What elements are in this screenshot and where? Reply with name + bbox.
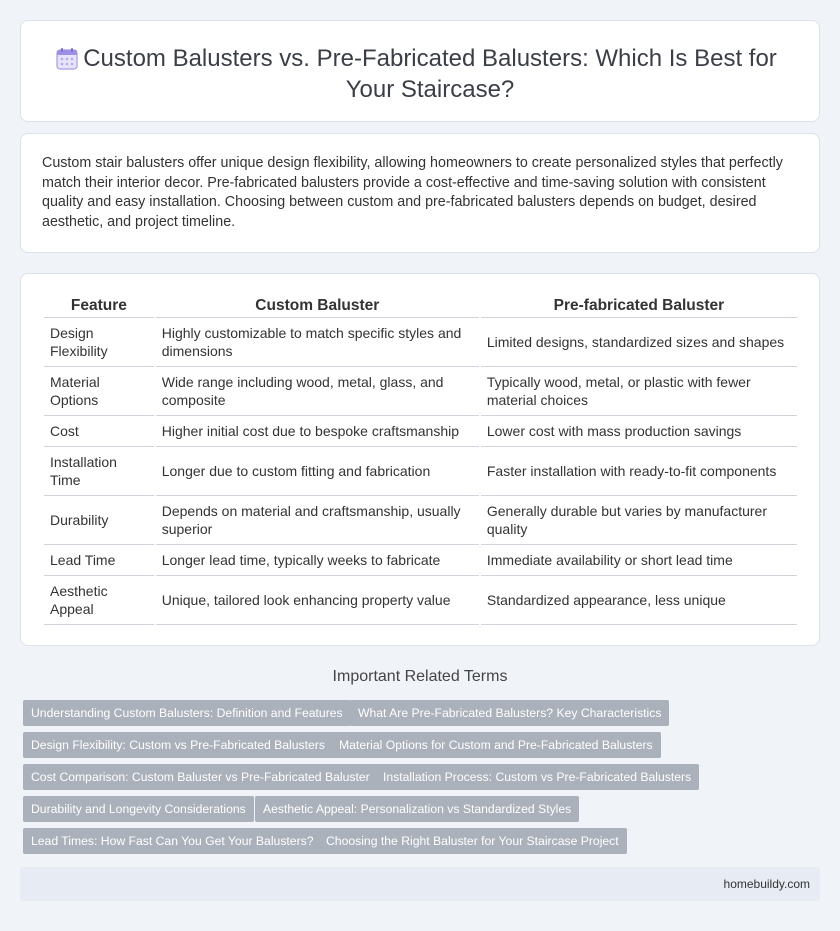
intro-card [20, 133, 820, 253]
table-row [44, 545, 797, 576]
prefab-cell: Typically wood, metal, or plastic with fewer material choices [481, 367, 797, 416]
related-tag[interactable]: Understanding Custom Balusters: Definition and Features [23, 700, 351, 726]
table-row [44, 447, 797, 496]
feature-cell: Durability [44, 496, 154, 545]
related-tag[interactable]: Durability and Longevity Considerations [23, 796, 254, 822]
related-tag[interactable]: Design Flexibility: Custom vs Pre-Fabricated Balusters [23, 732, 333, 758]
related-tag[interactable]: Lead Times: How Fast Can You Get Your Balusters? [23, 828, 322, 854]
feature-cell: Design Flexibility [44, 318, 154, 367]
prefab-cell: Limited designs, standardized sizes and shapes [481, 318, 797, 367]
custom-cell: Highly customizable to match specific styles and dimensions [156, 318, 479, 367]
footer-site-link[interactable]: homebuildy.com [723, 877, 810, 891]
feature-cell: Installation Time [44, 447, 154, 496]
table-row [44, 576, 797, 625]
table-row [44, 416, 797, 447]
title-card [20, 20, 820, 122]
intro-paragraph: Custom stair balusters offer unique design flexibility, allowing homeowners to create personalized styles that perfectly match their interior decor. Pre-fabricated balusters provide a cost-effective and time-saving solution with consistent quality and easy installation. Choosing between custom and pre-fabricated balusters depends on budget, desired aesthetic, and project timeline. [42, 155, 783, 230]
custom-cell: Depends on material and craftsmanship, usually superior [156, 496, 479, 545]
feature-cell: Material Options [44, 367, 154, 416]
feature-cell: Cost [44, 416, 154, 447]
footer [20, 867, 820, 901]
prefab-cell: Faster installation with ready-to-fit components [481, 447, 797, 496]
header-prefab: Pre-fabricated Baluster [481, 293, 797, 318]
comparison-table-card [20, 273, 820, 646]
custom-cell: Higher initial cost due to bespoke craftsmanship [156, 416, 479, 447]
related-terms-heading: Important Related Terms [332, 668, 508, 685]
table-row [44, 318, 797, 367]
header-feature: Feature [44, 293, 154, 318]
related-tag[interactable]: Cost Comparison: Custom Baluster vs Pre-Fabricated Baluster [23, 764, 378, 790]
feature-cell: Lead Time [44, 545, 154, 576]
comparison-table [42, 293, 799, 625]
table-header-row [44, 293, 797, 318]
custom-cell: Wide range including wood, metal, glass, and composite [156, 367, 479, 416]
header-custom: Custom Baluster [156, 293, 479, 318]
table-row [44, 496, 797, 545]
feature-cell: Aesthetic Appeal [44, 576, 154, 625]
prefab-cell: Generally durable but varies by manufacturer quality [481, 496, 797, 545]
table-row [44, 367, 797, 416]
related-tag[interactable]: Choosing the Right Baluster for Your Staircase Project [318, 828, 627, 854]
custom-cell: Longer lead time, typically weeks to fabricate [156, 545, 479, 576]
related-tag[interactable]: Material Options for Custom and Pre-Fabricated Balusters [331, 732, 661, 758]
related-tag[interactable]: Aesthetic Appeal: Personalization vs Standardized Styles [255, 796, 579, 822]
custom-cell: Unique, tailored look enhancing property value [156, 576, 479, 625]
prefab-cell: Standardized appearance, less unique [481, 576, 797, 625]
related-tag[interactable]: What Are Pre-Fabricated Balusters? Key Characteristics [350, 700, 669, 726]
page-title: Custom Balusters vs. Pre-Fabricated Balusters: Which Is Best for Your Staircase? [83, 45, 777, 103]
custom-cell: Longer due to custom fitting and fabrication [156, 447, 479, 496]
prefab-cell: Lower cost with mass production savings [481, 416, 797, 447]
related-tag[interactable]: Installation Process: Custom vs Pre-Fabricated Balusters [375, 764, 699, 790]
prefab-cell: Immediate availability or short lead time [481, 545, 797, 576]
